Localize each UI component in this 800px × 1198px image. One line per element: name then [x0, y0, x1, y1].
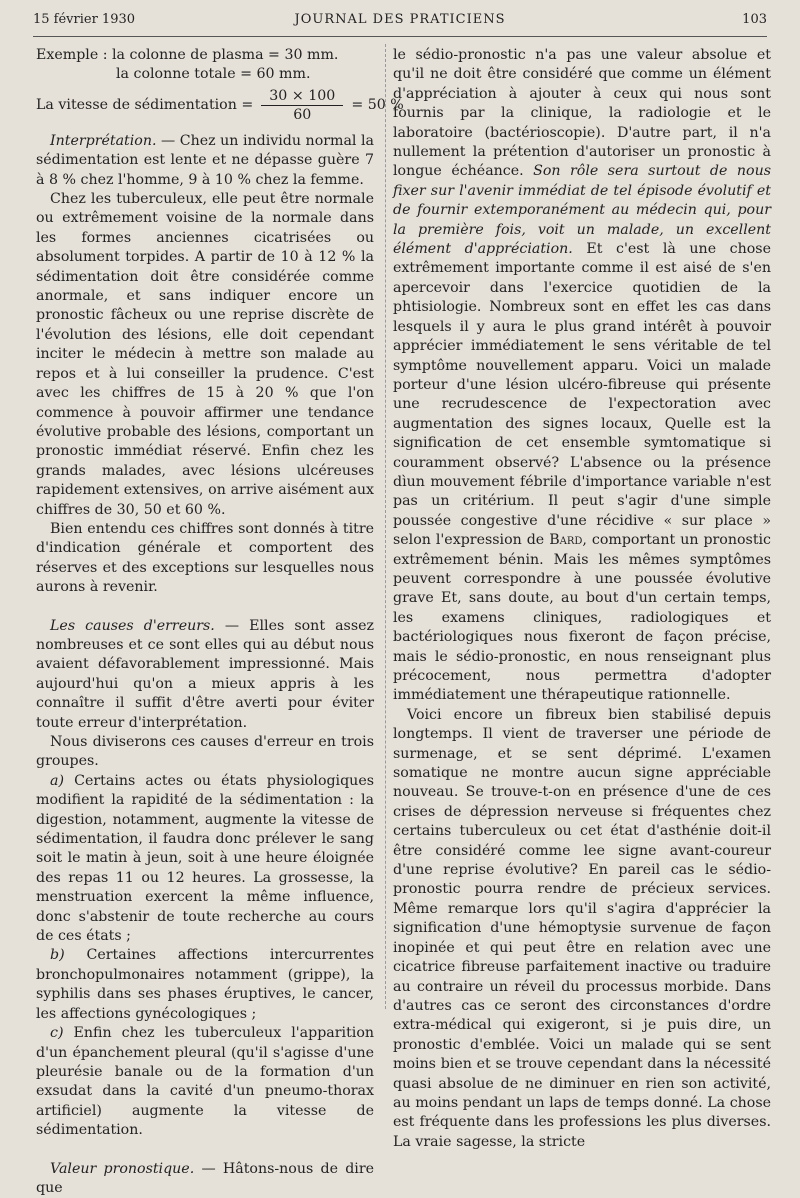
- causes-heading: Les causes d'erreurs.: [50, 617, 215, 634]
- cause-b-text: Certaines affections intercurrentes bronchopulmonaires notamment (grippe), la syphilis dans ses phases éruptives, le cancer, les affections gynécologiques ;: [36, 947, 374, 1022]
- example-line-total: [36, 65, 374, 84]
- formula-denominator: 60: [293, 106, 312, 123]
- cause-b-label: b): [50, 947, 65, 964]
- formula-lhs: La vitesse de sédimentation =: [36, 96, 254, 113]
- valeur-paragraph: [36, 1160, 374, 1198]
- pronostic-paragraph: [393, 46, 771, 706]
- right-column: [393, 46, 771, 1152]
- page-header: [33, 12, 767, 34]
- pronostic-italic: Son rôle sera surtout de nous fixer sur l'avenir immédiat de tel épisode évolutif et de fournir extemporanément au médecin qui, pour la première fois, voit un malade, un excellent élément d'appréciation.: [393, 163, 771, 258]
- left-column: [36, 46, 404, 1198]
- tuberculeux-paragraph: Chez les tuberculeux, elle peut être normale ou extrêmement voisine de la normale dans les formes anciennes cicatrisées ou absolument torpides. A partir de 10 à 12 % la sédimentation doit être considérée comme anormale, et sans indiquer encore un pronostic fâcheux ou une reprise discrète de l'évolution des lésions, elle doit cependant inciter le médecin à mettre son malade au repos et à lui conseiller la prudence. C'est avec les chiffres de 15 à 20 % que l'on commence à pouvoir affirmer une tendance évolutive probable des lésions, comportant un pronostic immédiat réservé. Enfin chez les grands malades, avec lésions ulcéreuses rapidement extensives, on arrive aisément aux chiffres de 30, 50 et 60 %.: [36, 191, 374, 518]
- cause-a-text: Certains actes ou états physiologiques modifient la rapidité de la sédimentation : la digestion, notamment, augmente la vitesse de sédimentation, il faudra donc prélever le sang soit le matin à jeun, soit à une heure éloignée des repas 11 ou 12 heures. La grossesse, la menstruation exercent la même influence, donc s'abstenir de toute recherche au cours de ces états ;: [36, 772, 374, 945]
- header-page-number: 103: [742, 12, 767, 27]
- formula-numerator: 30 × 100: [261, 87, 343, 106]
- sedimentation-formula: [36, 87, 404, 124]
- cause-b-paragraph: [36, 946, 374, 1024]
- formula-fraction: [261, 87, 343, 124]
- interpretation-text: — Chez un individu normal la sédimentation est lente et ne dépasse guère 7 à 8 % chez l'homme, 9 à 10 % chez la femme.: [36, 132, 374, 188]
- fibreux-paragraph: Voici encore un fibreux bien stabilisé depuis longtemps. Il vient de traverser une période de surmenage, et se sent déprimé. L'examen somatique ne montre aucun signe appréciable nouveau. Se trouve-t-on en présence d'une de ces crises de dépression nerveuse si fréquentes chez certains tuberculeux ou cet état d'asthénie doit-il être considéré comme lee signe avant-coureur d'une reprise évolutive? En pareil cas le sédio-pronostic pourra rendre de précieux services. Même remarque lors qu'il s'agira d'apprécier la signification d'une hémoptysie survenue de façon inopinée et qui peut être en relation avec une cicatrice fibreuse parfaitement inactive ou traduire au contraire un réveil du processus morbide. Dans d'autres cas ce seront des circonstances d'ordre extra-médical qui exigeront, si je puis dire, un pronostic d'emblée. Voici un malade qui se sent moins bien et se trouve cependant dans la nécessité quasi absolue de ne diminuer en rien son activité, au moins pendant un laps de temps donné. La chose est fréquente dans les professions les plus diverses. La vraie sagesse, la stricte: [393, 706, 771, 1150]
- groups-paragraph: Nous diviserons ces causes d'erreur en trois groupes.: [36, 734, 374, 770]
- pronostic-text-mid: Et c'est là une chose extrêmement importante comme il est aisé de s'en apercevoir dans l'exercice quotidien de la phtisiologie. Nombreux sont en effet les cas dans lesquels il y aura le plus grand intérêt à pouvoir apprécier immédiatement le sens véritable de tel symptôme nouvellement apparu. Voici un malade porteur d'une lésion ulcéro-fibreuse qui présente une recrudescence de l'expectoration avec augmentation des signes locaux, Quelle est la signification de cet ensemble symtomatique si couramment observé? L'absence ou la présence dìun mouvement fébrile d'importance variable n'est pas un critérium. Il peut s'agir d'une simple poussée congestive d'une récidive « sur place » selon l'expression de: [393, 241, 771, 549]
- interpretation-paragraph: [36, 132, 374, 190]
- pronostic-text-end: , comportant un pronostic extrêmement bénin. Mais les mêmes symptômes peuvent correspondre à une poussée évolutive grave Et, sans doute, au bout d'un certain temps, les examens cliniques, radiologiques et bactériologiques nous fixeront de façon précise, mais le sédio-pronostic, en nous renseignant plus précocement, nous permettra d'adopter immédiatement une thérapeutique rationnelle.: [393, 532, 771, 704]
- formula-rhs: = 50 %: [351, 96, 404, 113]
- bien-entendu-paragraph: Bien entendu ces chiffres sont donnés à titre d'indication générale et comportent des réserves et des exceptions sur lesquelles nous aurons à revenir.: [36, 520, 374, 596]
- cause-a-label: a): [50, 772, 64, 789]
- author-bard: Bard: [549, 532, 583, 549]
- example-total-text: la colonne totale = 60 mm.: [116, 66, 311, 83]
- interpretation-heading: Interprétation.: [50, 132, 157, 149]
- column-divider: [385, 44, 386, 1009]
- header-date: 15 février 1930: [33, 12, 136, 27]
- header-rule: [33, 36, 767, 37]
- pronostic-text-start: le sédio-pronostic n'a pas une valeur absolue et qu'il ne doit être considéré que comme un élément d'appréciation à ajouter à ceux qui nous sont fournis par la clinique, la radiologie et le laboratoire (bactérioscopie). D'autre part, il n'a nullement la prétention d'autoriser un pronostic à longue échéance.: [393, 47, 771, 180]
- cause-c-text: Enfin chez les tuberculeux l'apparition d'un épanchement pleural (qu'il s'agisse d'une pleurésie banale ou de la formation d'un exsudat dans la cavité d'un pneumo-thorax artificiel) augmente la vitesse de sédimentation.: [36, 1025, 374, 1139]
- causes-text: — Elles sont assez nombreuses et ce sont elles qui au début nous avaient défavorablement impressionné. Mais aujourd'hui qu'on a mieux appris à les connaître il suffit d'être averti pour éviter toute erreur d'interprétation.: [36, 617, 374, 731]
- cause-a-paragraph: [36, 772, 374, 947]
- cause-c-label: c): [50, 1025, 64, 1042]
- cause-c-paragraph: [36, 1024, 374, 1140]
- causes-paragraph: [36, 617, 374, 733]
- valeur-heading: Valeur pronostique.: [50, 1160, 195, 1177]
- header-journal-title: JOURNAL DES PRATICIENS: [294, 12, 506, 27]
- example-line-plasma: Exemple : la colonne de plasma = 30 mm.: [36, 47, 339, 63]
- valeur-text: — Hâtons-nous de dire que: [36, 1160, 374, 1196]
